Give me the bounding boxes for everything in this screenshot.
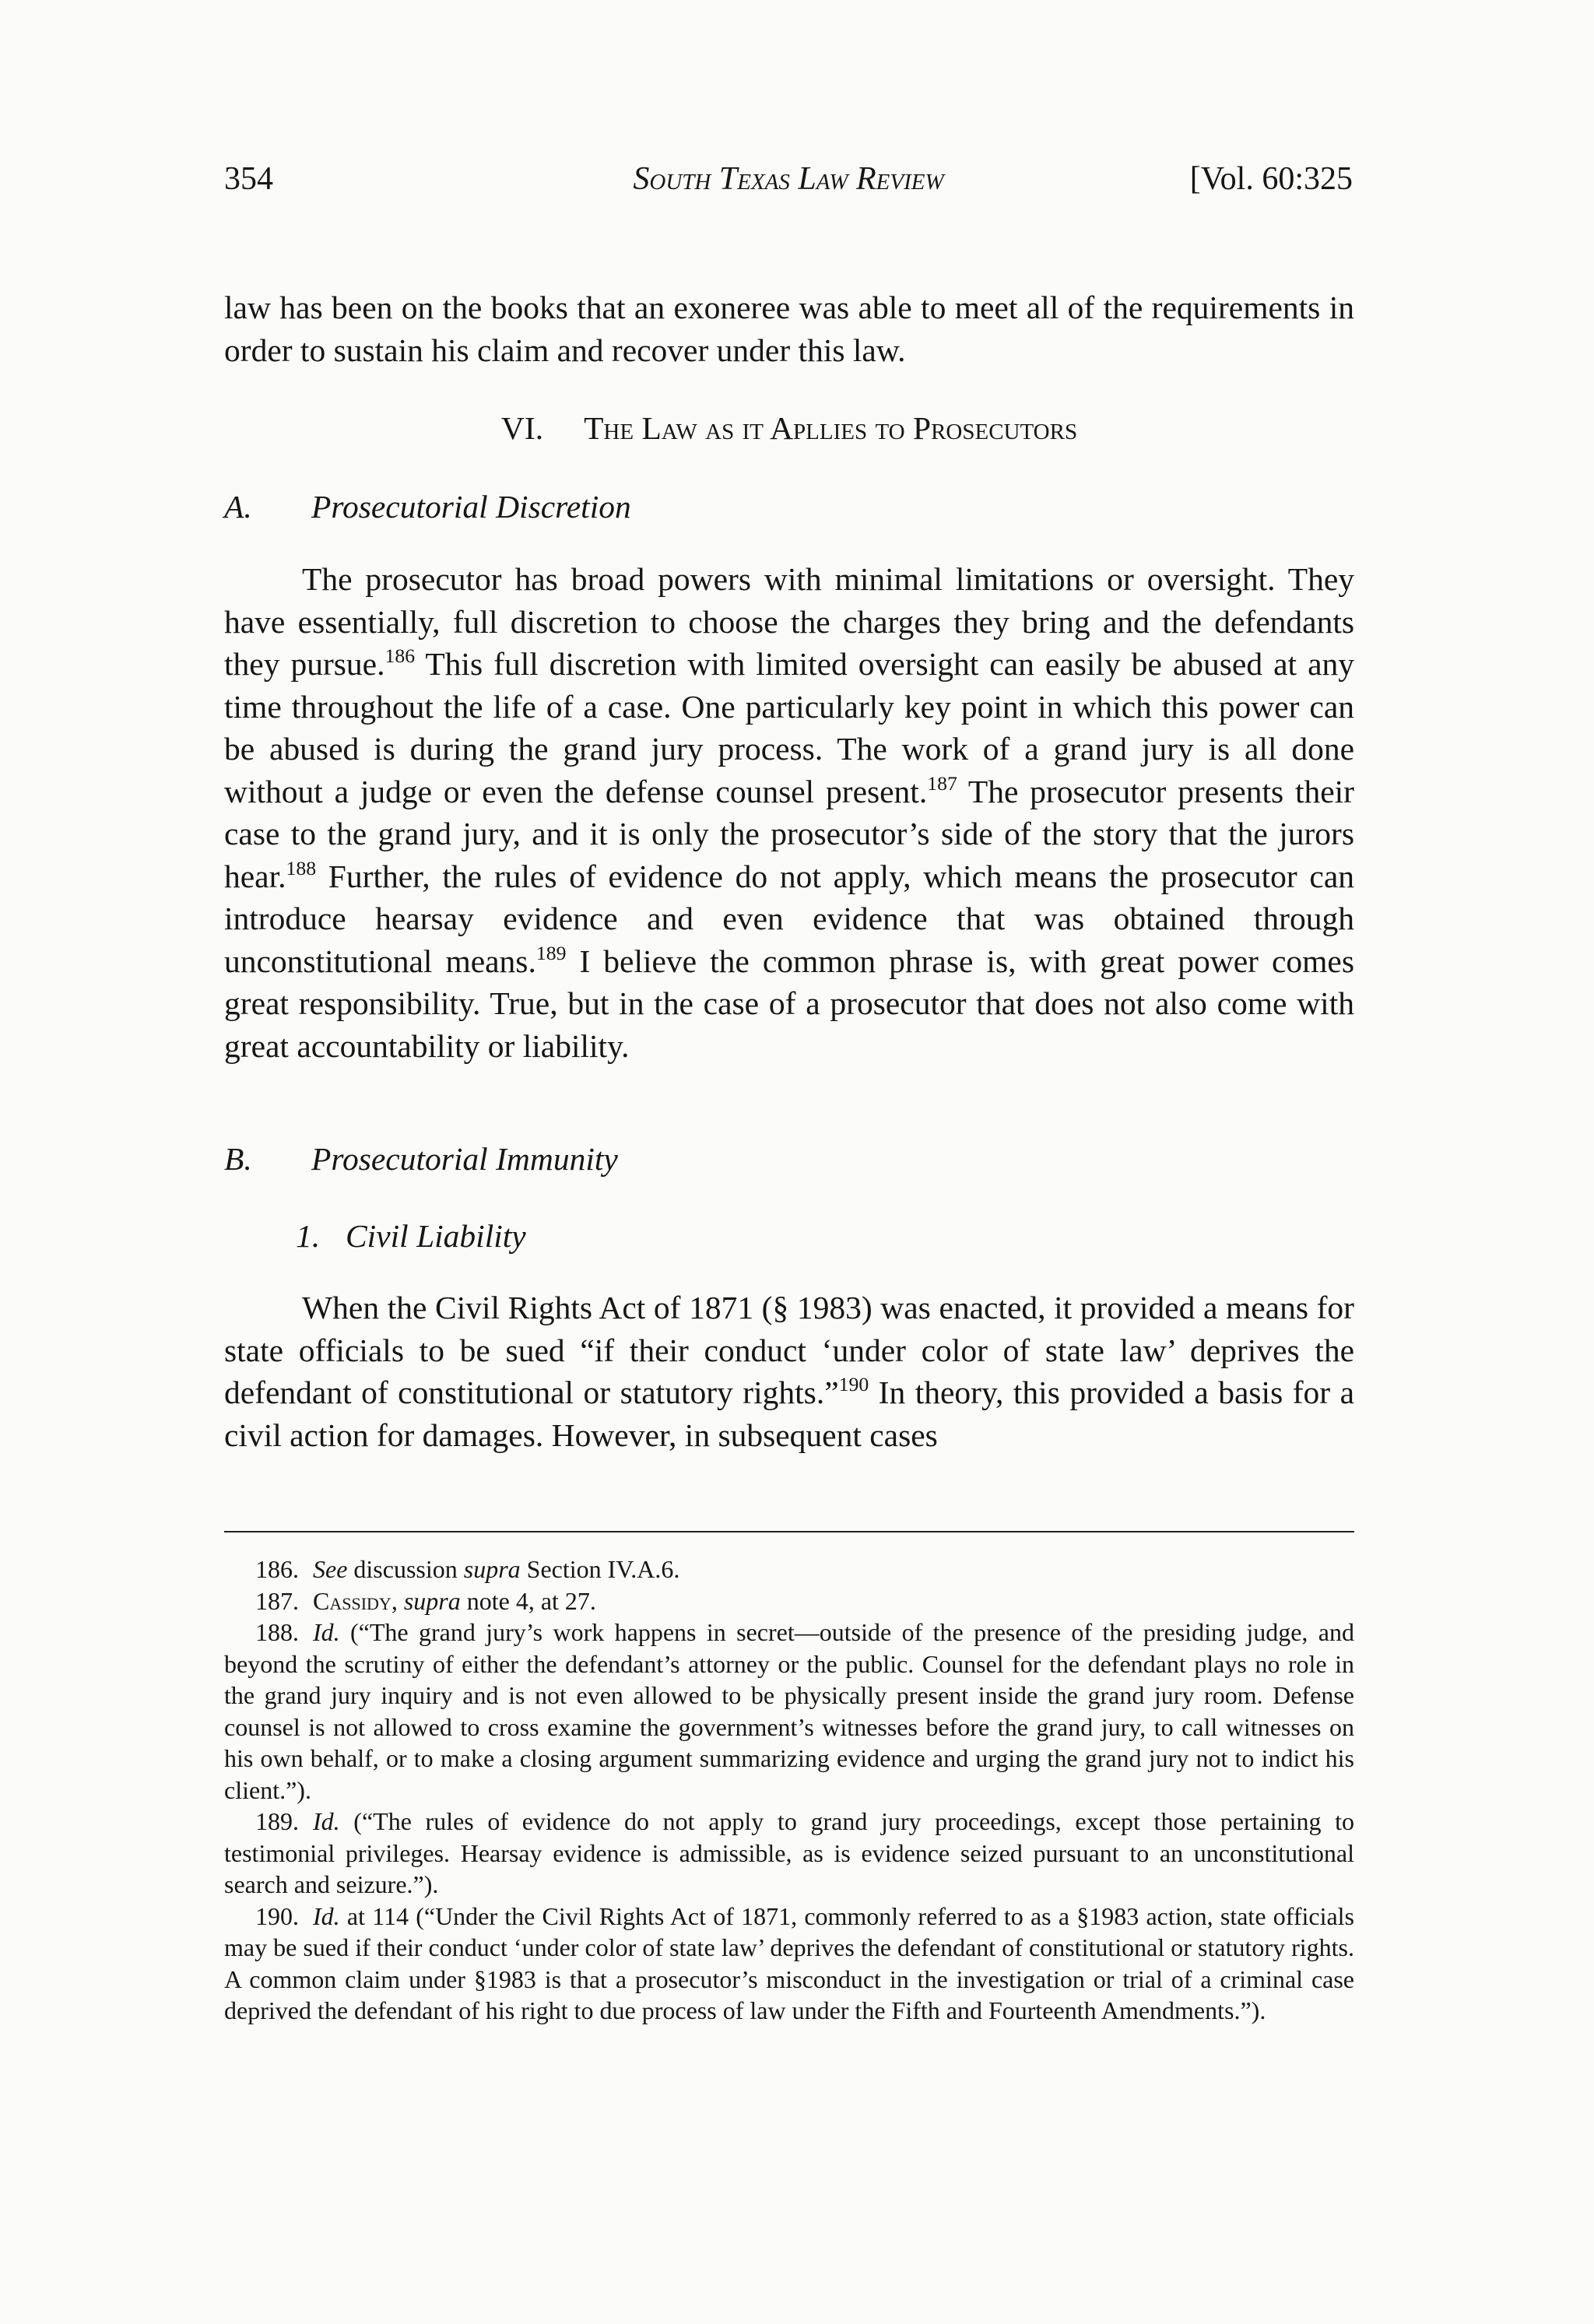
civil-liability-paragraph	[224, 1287, 1354, 1456]
para-a-text-3: The prosecutor presents their case to the grand jury, and it is only the prosecutor’s side of the story that the jurors hear.	[224, 773, 1354, 894]
footnote-supra: supra	[403, 1586, 461, 1615]
part-title: The Law as it Apllies to Prosecutors	[584, 410, 1078, 446]
section-a-heading	[224, 488, 631, 525]
footnote-text: (“The rules of evidence do not apply to grand jury proceedings, except those pertaining to testimonial privileges. Hearsay evidence is admissible, as is evidence seized pursuant to an unconstitutional search and seizure.”).	[224, 1807, 1354, 1898]
subsection-1-number: 1.	[296, 1218, 321, 1254]
footnote-number: 189.	[255, 1807, 299, 1835]
footnote-id: Id.	[313, 1901, 340, 1930]
intro-paragraph-block	[224, 286, 1354, 371]
civil-liability-paragraph-block	[224, 1287, 1354, 1456]
footnote-187	[224, 1585, 1354, 1617]
intro-paragraph: law has been on the books that an exoneree was able to meet all of the requirements in order to sustain his claim and recover under this law.	[224, 290, 1354, 368]
footnote-number: 188.	[255, 1618, 299, 1646]
footnote-186	[224, 1553, 1354, 1585]
subsection-1-heading	[296, 1217, 526, 1255]
footnote-text: ,	[391, 1586, 404, 1615]
para-a-text-2: This full discretion with limited oversight can easily be abused at any time throughout the life of a case. One particularly key point in which this power can be abused is during the grand jury process. The work of a grand jury is all done without a judge or even the defense counsel present.	[224, 646, 1354, 809]
page-number: 354	[224, 161, 273, 197]
footnote-author: Cassidy	[313, 1586, 391, 1615]
footnote-188	[224, 1617, 1354, 1806]
footnote-ref-186: 186	[384, 644, 416, 668]
footnote-id: Id.	[313, 1618, 340, 1646]
part-heading	[224, 409, 1354, 447]
footnote-divider	[224, 1531, 1354, 1532]
part-number: VI.	[500, 410, 544, 446]
section-b-letter: B.	[224, 1141, 252, 1177]
volume-citation: [Vol. 60:325	[1189, 161, 1353, 197]
discretion-paragraph-block	[224, 558, 1354, 1067]
footnote-text: note 4, at 27.	[460, 1586, 596, 1615]
footnote-ref-190: 190	[838, 1373, 869, 1396]
footnote-text: (“The grand jury’s work happens in secret—outside of the presence of the presiding judge, and beyond the scrutiny of either the defendant’s attorney or the public. Counsel for the defendant plays no role in the grand jury inquiry and is not even allowed to be physically present inside the grand jury room. Defense counsel is not allowed to cross examine the government’s witnesses before the grand jury, to call witnesses on his own behalf, or to make a closing argument summarizing evidence and urging the grand jury not to indict his client.”).	[224, 1618, 1354, 1804]
footnote-number: 190.	[255, 1901, 299, 1930]
para-b-text-1: When the Civil Rights Act of 1871 (§ 1983) was enacted, it provided a means for state officials to be sued “if their conduct ‘under color of state law’ deprives the defendant of constitutional or statutory rights.”	[224, 1290, 1354, 1410]
footnote-number: 187.	[255, 1586, 299, 1615]
footnote-ref-187: 187	[927, 771, 957, 795]
para-a-text-5: I believe the common phrase is, with great power comes great responsibility. True, but in the case of a prosecutor that does not also come with great accountability or liability.	[224, 943, 1354, 1064]
footnote-189	[224, 1806, 1354, 1901]
footnote-text: discussion	[347, 1555, 464, 1583]
para-a-text-1: The prosecutor has broad powers with minimal limitations or oversight. They have essentially, full discretion to choose the charges they bring and the defendants they pursue.	[224, 561, 1354, 682]
footnotes	[224, 1553, 1354, 2027]
section-a-letter: A.	[224, 489, 252, 525]
footnote-ref-189: 189	[535, 941, 567, 964]
para-a-text-4: Further, the rules of evidence do not apply, which means the prosecutor can introduce hearsay evidence and even evidence that was obtained through unconstitutional means.	[224, 858, 1354, 979]
footnote-text: at 114 (“Under the Civil Rights Act of 1871, commonly referred to as a §1983 action, state officials may be sued if their conduct ‘under color of state law’ deprives the defendant of constitutional or statutory rights. A common claim under §1983 is that a prosecutor’s misconduct in the investigation or trial of a criminal case deprived the defendant of his right to due process of law under the Fifth and Fourteenth Amendments.”).	[224, 1901, 1354, 2024]
footnote-ref-188: 188	[286, 856, 317, 879]
footnote-id: Id.	[313, 1807, 340, 1835]
footnote-signal: See	[313, 1555, 348, 1583]
section-b-heading	[224, 1140, 618, 1178]
section-b-title: Prosecutorial Immunity	[311, 1141, 618, 1177]
journal-title: South Texas Law Review	[633, 161, 944, 197]
footnote-supra: supra	[463, 1555, 521, 1583]
footnote-number: 186.	[255, 1555, 299, 1583]
footnote-190	[224, 1901, 1354, 2027]
discretion-paragraph	[224, 558, 1354, 1067]
running-header	[224, 160, 1353, 207]
section-a-title: Prosecutorial Discretion	[311, 489, 631, 525]
footnote-text: Section IV.A.6.	[520, 1555, 680, 1583]
para-b-text-2: In theory, this provided a basis for a civil action for damages. However, in subsequent cases	[224, 1374, 1354, 1453]
subsection-1-title: Civil Liability	[346, 1218, 526, 1254]
